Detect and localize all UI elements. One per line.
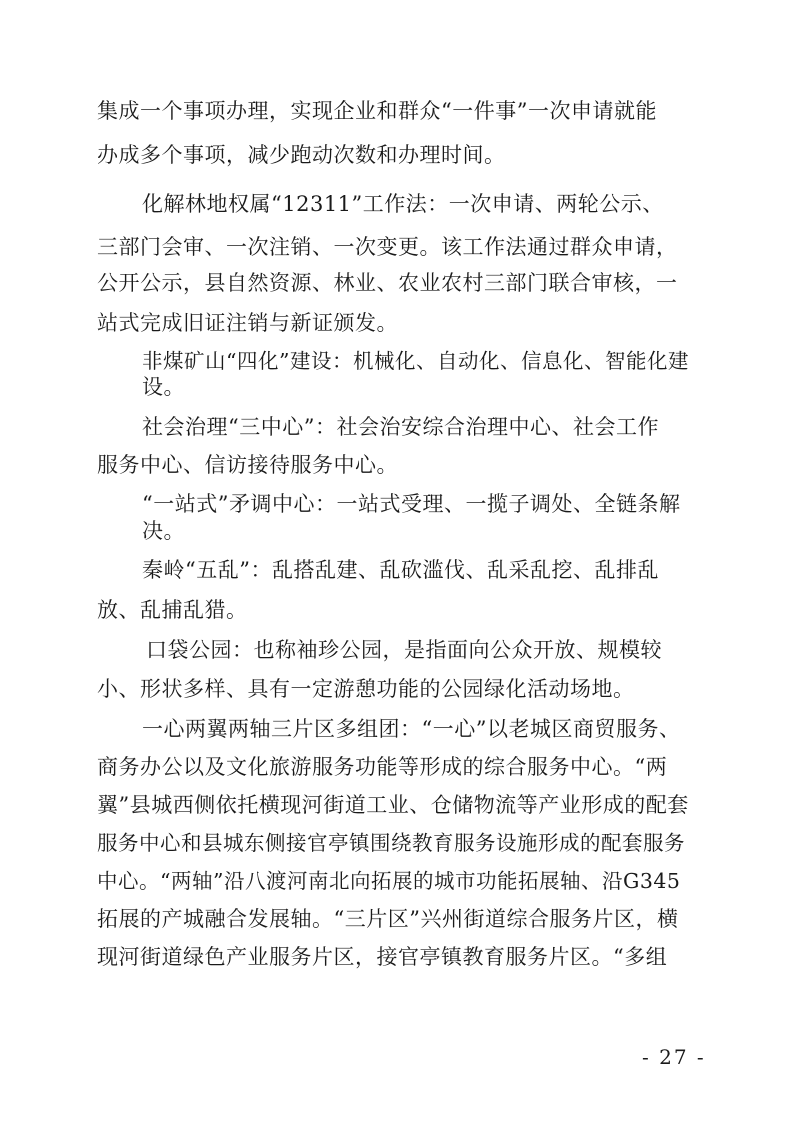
text-line: 小、形状多样、具有一定游憩功能的公园绿化活动场地。	[97, 677, 635, 701]
text-line: 公开公示，县自然资源、林业、农业农村三部门联合审核，一	[97, 271, 678, 295]
text-line: “一站式”矛调中心：一站式受理、一揽子调处、全链条解	[142, 492, 681, 516]
text-line: 秦岭“五乱”：乱搭乱建、乱砍滥伐、乱采乱挖、乱排乱	[142, 558, 659, 582]
text-line: 中心。“两轴”沿八渡河南北向拓展的城市功能拓展轴、沿G345	[97, 869, 681, 893]
text-line: 集成一个事项办理，实现企业和群众“一件事”一次申请就能	[97, 99, 657, 123]
text-line: 服务中心、信访接待服务中心。	[97, 453, 398, 477]
text-line: 一心两翼两轴三片区多组团：“一心”以老城区商贸服务、	[142, 717, 681, 741]
text-line: 化解林地权属“12311”工作法：一次申请、两轮公示、	[142, 192, 664, 216]
text-line: 设。	[142, 375, 185, 399]
text-line: 现河街道绿色产业服务片区，接官亭镇教育服务片区。“多组	[97, 945, 668, 969]
text-line: 翼”县城西侧依托横现河街道工业、仓储物流等产业形成的配套	[97, 793, 689, 817]
text-line: 站式完成旧证注销与新证颁发。	[97, 311, 398, 335]
text-line: 拓展的产城融合发展轴。“三片区”兴州街道综合服务片区，横	[97, 907, 679, 931]
text-line: 非煤矿山“四化”建设：机械化、自动化、信息化、智能化建	[142, 349, 689, 373]
page-number: - 27 -	[642, 1045, 706, 1069]
text-line: 三部门会审、一次注销、一次变更。该工作法通过群众申请，	[97, 235, 678, 259]
text-line: 放、乱捕乱猎。	[97, 598, 248, 622]
text-line: 社会治理“三中心”：社会治安综合治理中心、社会工作	[142, 415, 659, 439]
text-line: 口袋公园：也称袖珍公园，是指面向公众开放、规模较	[146, 638, 662, 662]
text-line: 服务中心和县城东侧接官亭镇围绕教育服务设施形成的配套服务	[97, 831, 685, 855]
text-line: 决。	[142, 519, 185, 543]
text-line: 办成多个事项，减少跑动次数和办理时间。	[97, 143, 506, 167]
text-line: 商务办公以及文化旅游服务功能等形成的综合服务中心。“两	[97, 755, 668, 779]
